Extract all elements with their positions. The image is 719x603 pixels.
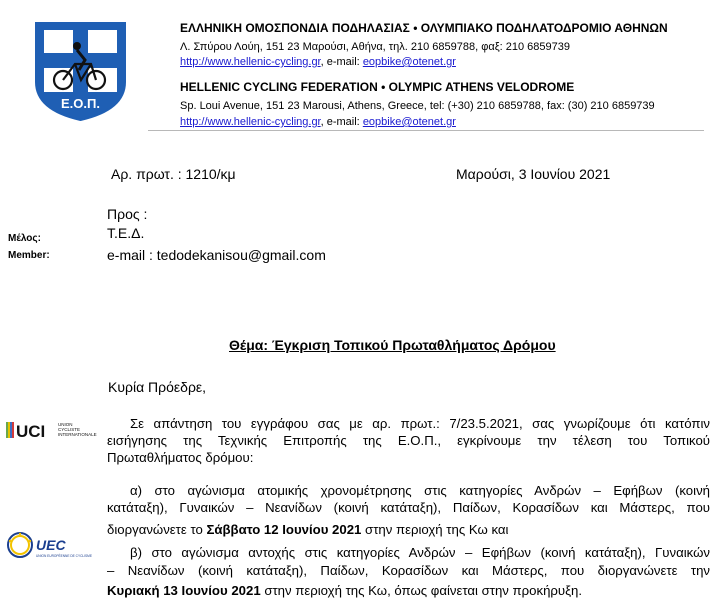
subject-line: Θέμα: Έγκριση Τοπικού Πρωταθλήματος Δρόμου <box>229 337 556 353</box>
contact-english: http://www.hellenic-cycling.gr, e-mail: eopbike@otenet.gr <box>180 116 456 128</box>
svg-text:UNION: UNION <box>58 422 73 427</box>
salutation: Κυρία Πρόεδρε, <box>108 379 207 395</box>
svg-text:Ε.Ο.Π.: Ε.Ο.Π. <box>60 96 101 111</box>
federation-name-greek: ΕΛΛΗΝΙΚΗ ΟΜΟΣΠΟΝΔΙΑ ΠΟΔΗΛΑΣΙΑΣ • ΟΛΥΜΠΙΑΚΟ ΠΟΔΗΛΑΤΟΔΡΟΜΙΟ ΑΘΗΝΩΝ <box>180 21 668 35</box>
svg-text:UCI: UCI <box>16 422 46 441</box>
body-line: Πρωταθλήματος δρόμου: <box>107 450 254 465</box>
uci-logo <box>6 420 98 440</box>
svg-text:CYCLISTE: CYCLISTE <box>58 427 81 432</box>
protocol-number: Αρ. πρωτ. : 1210/κμ <box>111 166 236 182</box>
svg-text:UNION EUROPÉENNE DE CYCLISME: UNION EUROPÉENNE DE CYCLISME <box>36 554 92 558</box>
svg-text:INTERNATIONALE: INTERNATIONALE <box>58 432 97 437</box>
header-divider <box>148 130 704 131</box>
email-link-greek[interactable]: eopbike@otenet.gr <box>362 56 456 68</box>
email-link-english[interactable]: eopbike@otenet.gr <box>362 116 456 128</box>
item-a-line: α) στο αγώνισμα ατομικής χρονομέτρησης στις κατηγορίες Ανδρών – Εφήβων (κοινή <box>130 483 710 498</box>
website-link-english[interactable]: http://www.hellenic-cycling.gr <box>180 116 321 128</box>
website-link-greek[interactable]: http://www.hellenic-cycling.gr <box>180 56 321 68</box>
item-b-line: – Νεανίδων (κοινή κατάταξη), Παίδων, Κορασίδων και Μάστερς, που διοργανώνετε την <box>107 563 710 578</box>
item-b-line: β) στο αγώνισμα αντοχής στις κατηγορίες Ανδρών – Εφήβων (κοινή κατάταξη), Γυναικών <box>130 545 710 560</box>
date-saturday: Σάββατο 12 Ιουνίου 2021 <box>206 522 362 537</box>
item-b-line: Κυριακή 13 Ιουνίου 2021 στην περιοχή της Κω, όπως φαίνεται στην προκήρυξη. <box>107 583 583 598</box>
address-greek: Λ. Σπύρου Λούη, 151 23 Μαρούσι, Αθήνα, τηλ. 210 6859788, φαξ: 210 6859739 <box>180 41 570 53</box>
body-line: εισήγησης της Τεχνικής Επιτροπής της Ε.Ο.Π., εγκρίνουμε την τέλεση του Τοπικού <box>107 433 710 448</box>
member-label-greek: Μέλος: <box>8 233 41 244</box>
recipient-email: e-mail : tedodekanisou@gmail.com <box>107 247 326 263</box>
uec-logo <box>6 526 92 566</box>
to-label: Προς : <box>107 206 148 222</box>
item-a-line: κατάταξη), Γυναικών – Νεανίδων (κοινή κατάταξη), Παίδων, Κορασίδων και Μάστερς, που <box>107 500 710 515</box>
contact-greek: http://www.hellenic-cycling.gr, e-mail: eopbike@otenet.gr <box>180 56 456 68</box>
member-label-english: Member: <box>8 250 50 261</box>
item-a-line: διοργανώνετε το Σάββατο 12 Ιουνίου 2021 στην περιοχή της Κω και <box>107 522 509 537</box>
recipient-name: Τ.Ε.Δ. <box>107 225 145 241</box>
date-sunday: Κυριακή 13 Ιουνίου 2021 <box>107 583 261 598</box>
address-english: Sp. Loui Avenue, 151 23 Marousi, Athens, Greece, tel: (+30) 210 6859788, fax: (30) 210 6859739 <box>180 100 655 112</box>
place-date: Μαρούσι, 3 Ιουνίου 2021 <box>456 166 611 182</box>
federation-name-english: HELLENIC CYCLING FEDERATION • OLYMPIC ATHENS VELODROME <box>180 80 575 94</box>
federation-logo <box>33 20 128 122</box>
body-line: Σε απάντηση του εγγράφου σας με αρ. πρωτ.: 7/23.5.2021, σας γνωρίζουμε ότι κατόπιν <box>130 416 710 431</box>
svg-text:UEC: UEC <box>36 537 66 553</box>
